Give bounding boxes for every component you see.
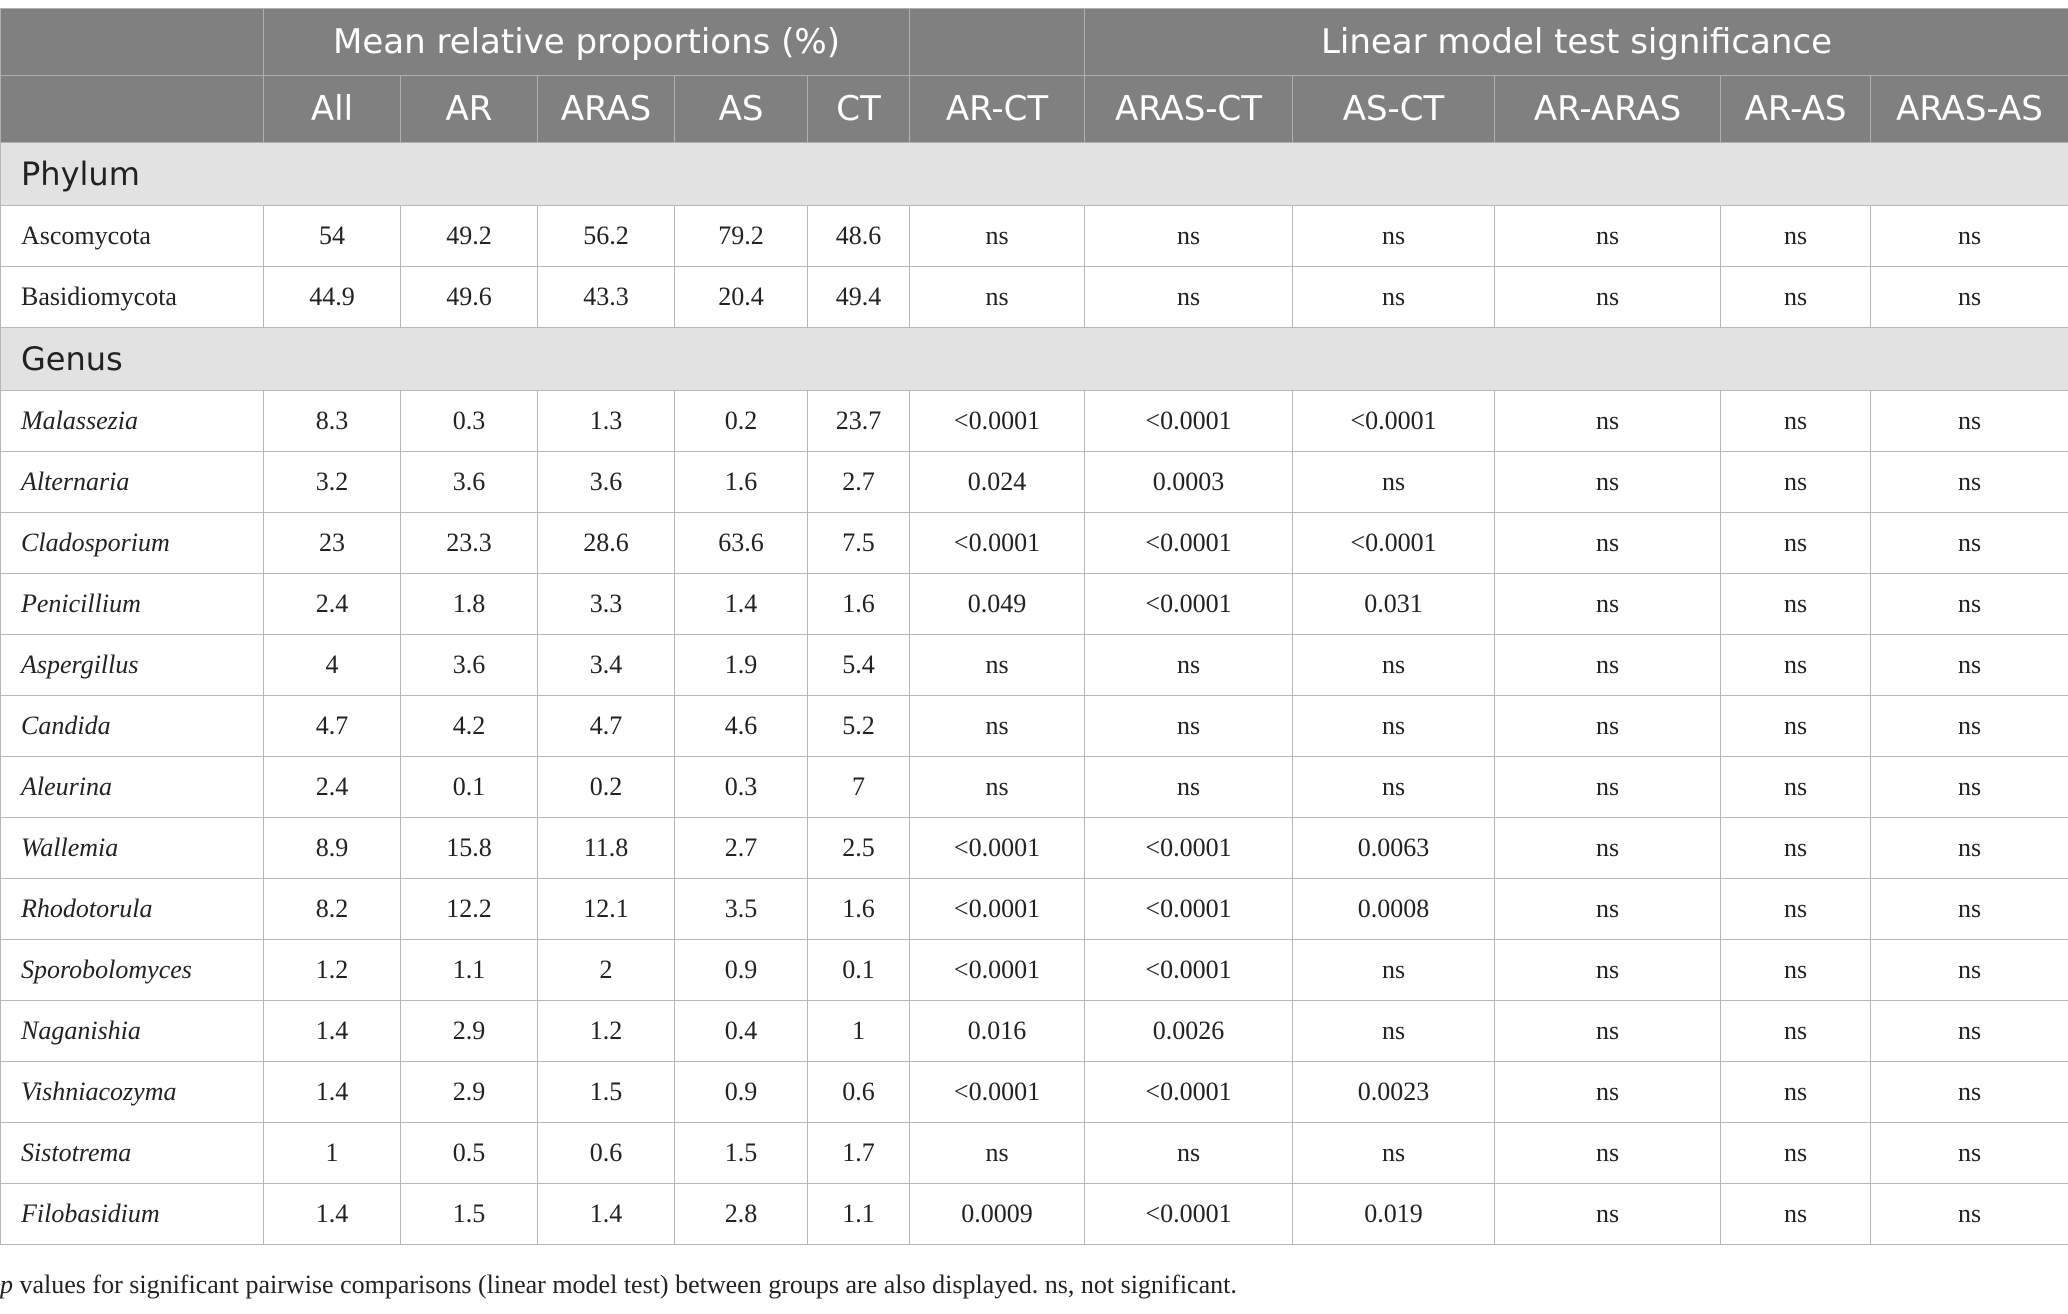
row-label: Ascomycota bbox=[1, 206, 264, 267]
table-cell: 1.1 bbox=[808, 1184, 910, 1245]
table-cell: 3.4 bbox=[538, 635, 675, 696]
row-label: Sporobolomyces bbox=[1, 940, 264, 1001]
table-cell: ns bbox=[1495, 696, 1721, 757]
header-mean-proportions: Mean relative proportions (%) bbox=[264, 9, 910, 76]
table-row bbox=[1, 1062, 2068, 1123]
table-cell: ns bbox=[1085, 696, 1293, 757]
table-cell: 1.6 bbox=[675, 452, 808, 513]
table-cell: <0.0001 bbox=[910, 818, 1085, 879]
column-header-aras-as: ARAS-AS bbox=[1871, 76, 2068, 143]
table-cell: 2.9 bbox=[401, 1062, 538, 1123]
section-row-phylum bbox=[1, 143, 2068, 206]
results-table bbox=[0, 8, 2068, 1245]
row-label: Naganishia bbox=[1, 1001, 264, 1062]
table-cell: ns bbox=[1871, 391, 2068, 452]
table-cell: 0.0009 bbox=[910, 1184, 1085, 1245]
row-label: Candida bbox=[1, 696, 264, 757]
table-cell: 0.0003 bbox=[1085, 452, 1293, 513]
table-cell: 1.5 bbox=[538, 1062, 675, 1123]
table-cell: 12.1 bbox=[538, 879, 675, 940]
table-cell: 0.9 bbox=[675, 1062, 808, 1123]
table-cell: ns bbox=[1721, 452, 1871, 513]
table-cell: 1.2 bbox=[538, 1001, 675, 1062]
table-cell: <0.0001 bbox=[910, 513, 1085, 574]
table-cell: ns bbox=[1495, 1001, 1721, 1062]
table-cell: ns bbox=[1721, 1184, 1871, 1245]
table-row bbox=[1, 879, 2068, 940]
table-row bbox=[1, 1001, 2068, 1062]
table-cell: ns bbox=[1721, 879, 1871, 940]
row-label: Sistotrema bbox=[1, 1123, 264, 1184]
table-cell: <0.0001 bbox=[1085, 1184, 1293, 1245]
table-cell: 0.019 bbox=[1293, 1184, 1495, 1245]
row-label: Basidiomycota bbox=[1, 267, 264, 328]
table-cell: 1.5 bbox=[401, 1184, 538, 1245]
table-cell: ns bbox=[1871, 1123, 2068, 1184]
table-cell: ns bbox=[1293, 940, 1495, 1001]
table-cell: 43.3 bbox=[538, 267, 675, 328]
table-cell: 5.2 bbox=[808, 696, 910, 757]
table-cell: ns bbox=[1293, 757, 1495, 818]
table-cell: 63.6 bbox=[675, 513, 808, 574]
table-cell: 23 bbox=[264, 513, 401, 574]
table-cell: 23.7 bbox=[808, 391, 910, 452]
table-cell: 4.2 bbox=[401, 696, 538, 757]
table-cell: ns bbox=[1871, 818, 2068, 879]
table-cell: ns bbox=[1721, 1001, 1871, 1062]
table-cell: ns bbox=[1871, 757, 2068, 818]
row-label: Alternaria bbox=[1, 452, 264, 513]
table-cell: ns bbox=[1293, 696, 1495, 757]
table-cell: 1 bbox=[264, 1123, 401, 1184]
table-cell: 0.1 bbox=[808, 940, 910, 1001]
table-cell: 0.1 bbox=[401, 757, 538, 818]
table-cell: ns bbox=[1871, 635, 2068, 696]
table-cell: <0.0001 bbox=[910, 391, 1085, 452]
table-cell: ns bbox=[1085, 757, 1293, 818]
column-header-as: AS bbox=[675, 76, 808, 143]
row-label: Malassezia bbox=[1, 391, 264, 452]
column-header-ct: CT bbox=[808, 76, 910, 143]
table-cell: ns bbox=[1871, 452, 2068, 513]
table-cell: 3.6 bbox=[538, 452, 675, 513]
table-cell: 4.6 bbox=[675, 696, 808, 757]
row-label: Wallemia bbox=[1, 818, 264, 879]
table-row bbox=[1, 635, 2068, 696]
table-cell: 1.4 bbox=[538, 1184, 675, 1245]
table-cell: 0.0023 bbox=[1293, 1062, 1495, 1123]
table-cell: 3.5 bbox=[675, 879, 808, 940]
table-cell: ns bbox=[1495, 452, 1721, 513]
table-cell: 1.4 bbox=[675, 574, 808, 635]
table-cell: ns bbox=[1721, 513, 1871, 574]
table-cell: 2 bbox=[538, 940, 675, 1001]
table-cell: ns bbox=[910, 206, 1085, 267]
table-cell: 3.2 bbox=[264, 452, 401, 513]
table-cell: ns bbox=[1721, 206, 1871, 267]
table-cell: ns bbox=[1871, 879, 2068, 940]
column-header-all: All bbox=[264, 76, 401, 143]
table-cell: ns bbox=[1293, 206, 1495, 267]
table-cell: 0.4 bbox=[675, 1001, 808, 1062]
row-label: Aleurina bbox=[1, 757, 264, 818]
table-cell: ns bbox=[1293, 1123, 1495, 1184]
table-cell: 2.7 bbox=[675, 818, 808, 879]
row-label: Cladosporium bbox=[1, 513, 264, 574]
table-cell: ns bbox=[1495, 206, 1721, 267]
table-cell: <0.0001 bbox=[1293, 513, 1495, 574]
table-row bbox=[1, 1184, 2068, 1245]
table-row bbox=[1, 391, 2068, 452]
table-cell: 2.9 bbox=[401, 1001, 538, 1062]
table-cell: 1.6 bbox=[808, 879, 910, 940]
table-cell: 2.4 bbox=[264, 757, 401, 818]
table-cell: 0.031 bbox=[1293, 574, 1495, 635]
table-cell: 2.8 bbox=[675, 1184, 808, 1245]
table-cell: ns bbox=[1721, 757, 1871, 818]
table-cell: ns bbox=[1721, 1123, 1871, 1184]
table-cell: ns bbox=[1871, 940, 2068, 1001]
table-cell: ns bbox=[1721, 391, 1871, 452]
table-cell: 7.5 bbox=[808, 513, 910, 574]
table-footnote bbox=[0, 1270, 1237, 1300]
table-cell: ns bbox=[1871, 1062, 2068, 1123]
table-cell: <0.0001 bbox=[910, 940, 1085, 1001]
table-cell: ns bbox=[1871, 1184, 2068, 1245]
table-cell: 1.2 bbox=[264, 940, 401, 1001]
row-label: Vishniacozyma bbox=[1, 1062, 264, 1123]
column-header-ar-as: AR-AS bbox=[1721, 76, 1871, 143]
table-cell: 49.6 bbox=[401, 267, 538, 328]
table-cell: 12.2 bbox=[401, 879, 538, 940]
table-cell: 4 bbox=[264, 635, 401, 696]
table-cell: 4.7 bbox=[264, 696, 401, 757]
column-header-ar: AR bbox=[401, 76, 538, 143]
section-row-genus bbox=[1, 328, 2068, 391]
table-cell: 0.5 bbox=[401, 1123, 538, 1184]
table-cell: <0.0001 bbox=[910, 879, 1085, 940]
table-cell: ns bbox=[1871, 1001, 2068, 1062]
header-linear-model: Linear model test significance bbox=[1085, 9, 2068, 76]
table-cell: ns bbox=[1495, 757, 1721, 818]
table-cell: 7 bbox=[808, 757, 910, 818]
row-label: Penicillium bbox=[1, 574, 264, 635]
table-cell: ns bbox=[1293, 635, 1495, 696]
table-row bbox=[1, 818, 2068, 879]
table-cell: ns bbox=[1495, 574, 1721, 635]
table-cell: <0.0001 bbox=[910, 1062, 1085, 1123]
table-cell: 0.9 bbox=[675, 940, 808, 1001]
table-cell: ns bbox=[1721, 635, 1871, 696]
table-row bbox=[1, 206, 2068, 267]
table-row bbox=[1, 940, 2068, 1001]
table-cell: ns bbox=[1495, 940, 1721, 1001]
table-cell: <0.0001 bbox=[1085, 391, 1293, 452]
table-cell: ns bbox=[1721, 818, 1871, 879]
table-cell: ns bbox=[1495, 1062, 1721, 1123]
table-cell: 1.9 bbox=[675, 635, 808, 696]
table-cell: ns bbox=[1721, 1062, 1871, 1123]
table-row bbox=[1, 513, 2068, 574]
column-header-ar-ct: AR-CT bbox=[910, 76, 1085, 143]
table-cell: 0.2 bbox=[675, 391, 808, 452]
header-corner-2 bbox=[1, 76, 264, 143]
table-cell: 49.4 bbox=[808, 267, 910, 328]
table-cell: 3.6 bbox=[401, 635, 538, 696]
table-cell: ns bbox=[1293, 267, 1495, 328]
table-cell: 1.1 bbox=[401, 940, 538, 1001]
table-cell: ns bbox=[1871, 696, 2068, 757]
table-cell: <0.0001 bbox=[1085, 940, 1293, 1001]
table-cell: 1.5 bbox=[675, 1123, 808, 1184]
table-cell: 0.6 bbox=[808, 1062, 910, 1123]
column-header-aras-ct: ARAS-CT bbox=[1085, 76, 1293, 143]
table-cell: 1.8 bbox=[401, 574, 538, 635]
table-cell: ns bbox=[1293, 1001, 1495, 1062]
table-cell: 4.7 bbox=[538, 696, 675, 757]
column-header-ar-aras: AR-ARAS bbox=[1495, 76, 1721, 143]
table-cell: 1 bbox=[808, 1001, 910, 1062]
table-cell: ns bbox=[1495, 1123, 1721, 1184]
table-cell: 2.4 bbox=[264, 574, 401, 635]
table-container bbox=[0, 8, 2068, 1245]
table-row bbox=[1, 1123, 2068, 1184]
table-cell: 0.049 bbox=[910, 574, 1085, 635]
table-cell: 0.3 bbox=[401, 391, 538, 452]
table-cell: 0.0063 bbox=[1293, 818, 1495, 879]
table-cell: 11.8 bbox=[538, 818, 675, 879]
table-row bbox=[1, 696, 2068, 757]
table-cell: ns bbox=[1293, 452, 1495, 513]
table-cell: ns bbox=[1495, 391, 1721, 452]
table-cell: <0.0001 bbox=[1085, 513, 1293, 574]
table-cell: 44.9 bbox=[264, 267, 401, 328]
table-cell: 3.3 bbox=[538, 574, 675, 635]
table-cell: ns bbox=[1085, 267, 1293, 328]
table-cell: 0.2 bbox=[538, 757, 675, 818]
table-cell: ns bbox=[1871, 206, 2068, 267]
header-corner bbox=[1, 9, 264, 76]
table-cell: 2.5 bbox=[808, 818, 910, 879]
table-cell: <0.0001 bbox=[1085, 818, 1293, 879]
column-header-as-ct: AS-CT bbox=[1293, 76, 1495, 143]
table-cell: ns bbox=[1495, 1184, 1721, 1245]
table-cell: ns bbox=[1721, 574, 1871, 635]
table-cell: <0.0001 bbox=[1085, 1062, 1293, 1123]
table-cell: 1.6 bbox=[808, 574, 910, 635]
table-cell: 0.6 bbox=[538, 1123, 675, 1184]
table-cell: 20.4 bbox=[675, 267, 808, 328]
table-cell: <0.0001 bbox=[1085, 574, 1293, 635]
header-group-row bbox=[1, 9, 2068, 76]
table-row bbox=[1, 452, 2068, 513]
table-cell: 1.4 bbox=[264, 1001, 401, 1062]
table-cell: ns bbox=[910, 757, 1085, 818]
table-cell: ns bbox=[1085, 635, 1293, 696]
column-header-aras: ARAS bbox=[538, 76, 675, 143]
table-cell: 23.3 bbox=[401, 513, 538, 574]
table-cell: 54 bbox=[264, 206, 401, 267]
header-spacer bbox=[910, 9, 1085, 76]
table-cell: 28.6 bbox=[538, 513, 675, 574]
table-cell: 1.7 bbox=[808, 1123, 910, 1184]
table-cell: 0.0026 bbox=[1085, 1001, 1293, 1062]
table-cell: ns bbox=[1495, 818, 1721, 879]
table-cell: ns bbox=[1495, 267, 1721, 328]
table-cell: ns bbox=[1721, 696, 1871, 757]
table-cell: 1.3 bbox=[538, 391, 675, 452]
table-cell: 8.2 bbox=[264, 879, 401, 940]
table-cell: ns bbox=[1085, 1123, 1293, 1184]
table-cell: ns bbox=[1495, 635, 1721, 696]
table-cell: 0.3 bbox=[675, 757, 808, 818]
row-label: Aspergillus bbox=[1, 635, 264, 696]
table-cell: ns bbox=[910, 1123, 1085, 1184]
table-cell: 1.4 bbox=[264, 1062, 401, 1123]
table-cell: 49.2 bbox=[401, 206, 538, 267]
table-cell: ns bbox=[1871, 267, 2068, 328]
table-cell: 1.4 bbox=[264, 1184, 401, 1245]
table-cell: ns bbox=[1721, 940, 1871, 1001]
section-label: Genus bbox=[1, 328, 2068, 391]
table-cell: ns bbox=[910, 267, 1085, 328]
table-cell: 15.8 bbox=[401, 818, 538, 879]
table-body bbox=[1, 143, 2068, 1245]
table-cell: 0.0008 bbox=[1293, 879, 1495, 940]
table-cell: 0.016 bbox=[910, 1001, 1085, 1062]
table-cell: 79.2 bbox=[675, 206, 808, 267]
footnote-p: p bbox=[0, 1270, 13, 1299]
table-cell: ns bbox=[1871, 513, 2068, 574]
table-cell: 2.7 bbox=[808, 452, 910, 513]
table-row bbox=[1, 267, 2068, 328]
table-cell: ns bbox=[910, 635, 1085, 696]
table-row bbox=[1, 757, 2068, 818]
table-cell: 5.4 bbox=[808, 635, 910, 696]
table-cell: 0.024 bbox=[910, 452, 1085, 513]
table-cell: <0.0001 bbox=[1085, 879, 1293, 940]
table-cell: ns bbox=[1871, 574, 2068, 635]
footnote-text: values for significant pairwise comparisons (linear model test) between groups are also displayed. ns, not significant. bbox=[13, 1270, 1237, 1299]
table-cell: ns bbox=[1495, 513, 1721, 574]
table-cell: <0.0001 bbox=[1293, 391, 1495, 452]
table-cell: 48.6 bbox=[808, 206, 910, 267]
table-cell: 56.2 bbox=[538, 206, 675, 267]
table-row bbox=[1, 574, 2068, 635]
table-cell: 8.3 bbox=[264, 391, 401, 452]
table-cell: 8.9 bbox=[264, 818, 401, 879]
row-label: Filobasidium bbox=[1, 1184, 264, 1245]
section-label: Phylum bbox=[1, 143, 2068, 206]
table-cell: ns bbox=[1721, 267, 1871, 328]
table-cell: ns bbox=[1085, 206, 1293, 267]
table-cell: ns bbox=[910, 696, 1085, 757]
header-column-row bbox=[1, 76, 2068, 143]
table-cell: 3.6 bbox=[401, 452, 538, 513]
row-label: Rhodotorula bbox=[1, 879, 264, 940]
table-cell: ns bbox=[1495, 879, 1721, 940]
